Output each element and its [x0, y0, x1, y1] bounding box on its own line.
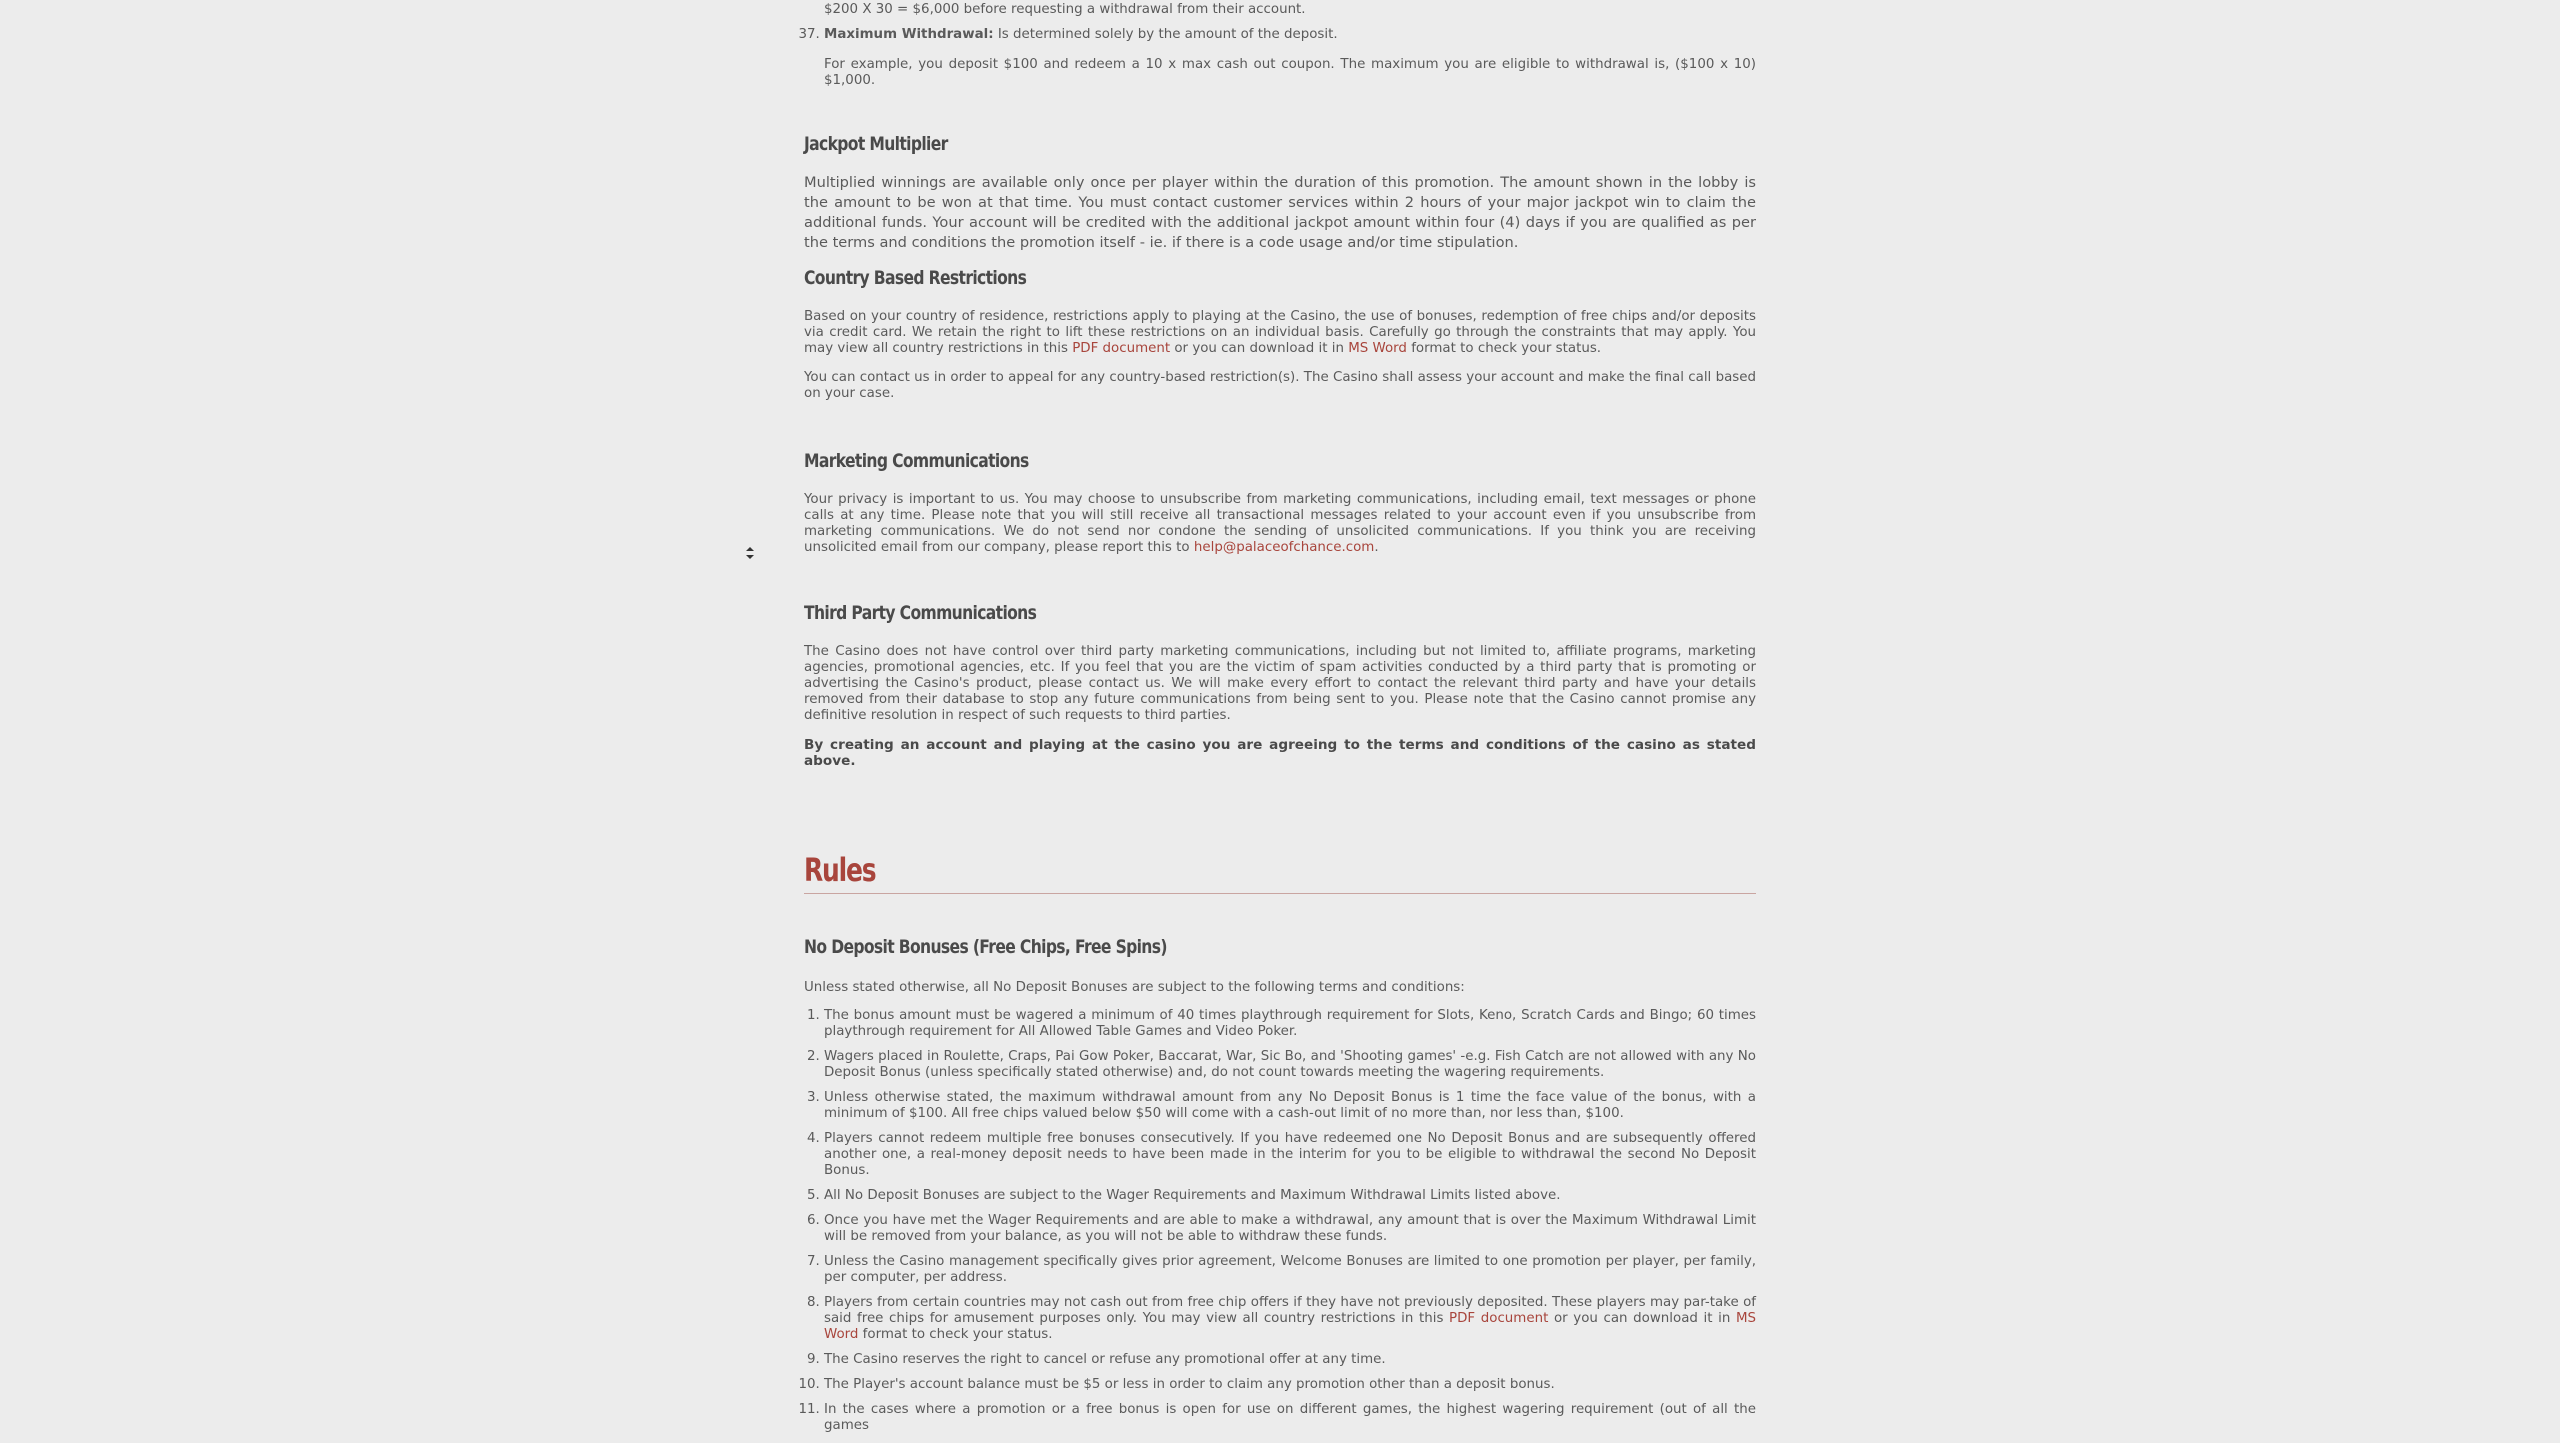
third-party-heading: Third Party Communications [804, 602, 1037, 624]
list-item [824, 1213, 1756, 1245]
list-item [824, 1377, 1756, 1393]
rule-text: 1. The bonus amount must be wagered a minimum of 40 times playthrough requirement for Slots, Keno, Scratch Cards and Bingo; 60 times playthrough requirement for All Allowed Table Games and Video Poker. [824, 1008, 1756, 1039]
country-text-part: or you can download it in [1170, 341, 1349, 356]
list-item [824, 1402, 1756, 1434]
rule-text: 10. The Player's account balance must be $5 or less in order to claim any promotion other than a deposit bonus. [824, 1377, 1555, 1392]
jackpot-heading: Jackpot Multiplier [804, 133, 948, 155]
terms-content [804, 0, 1756, 1443]
rule-text-part: or you can download it in [1548, 1311, 1736, 1326]
rule-text-part: format to check your status. [858, 1327, 1053, 1342]
marketing-text-part: Your privacy is important to us. You may choose to unsubscribe from marketing communications, including email, text messages or phone calls at any time. Please note that you will still receive all transactional messages related to your account even if you unsubscribe from marketing communications. We do not send nor condone the sending of unsolicited communications. If you think you are receiving unsolicited email from our company, please report this to [804, 492, 1756, 555]
rule-text: 4. Players cannot redeem multiple free bonuses consecutively. If you have redeemed one No Deposit Bonus and are subsequently offered another one, a real-money deposit needs to have been made in the interim for you to be eligible to withdrawal the second No Deposit Bonus. [824, 1131, 1756, 1178]
marketing-text-part: . [1374, 540, 1379, 555]
max-withdrawal-example: For example, you deposit $100 and redeem a 10 x max cash out coupon. The maximum you are eligible to withdrawal is, ($100 x 10) $1,000. [824, 57, 1756, 88]
country-text-part: format to check your status. [1406, 341, 1602, 356]
bonus-terms-list-37 [804, 27, 1756, 89]
country-word-link[interactable]: MS Word [1348, 341, 1407, 356]
marketing-heading: Marketing Communications [804, 450, 1029, 472]
country-heading: Country Based Restrictions [804, 267, 1027, 289]
continued-text: $200 X 30 = $6,000 before requesting a withdrawal from their account. [824, 2, 1306, 17]
list-item [824, 1352, 1756, 1368]
scroll-updown-icon[interactable] [744, 546, 756, 560]
list-item [824, 27, 1756, 89]
rule-text: 7. Unless the Casino management specifically gives prior agreement, Welcome Bonuses are limited to one promotion per player, per family, per computer, per address. [824, 1254, 1756, 1285]
no-deposit-heading: No Deposit Bonuses (Free Chips, Free Spins) [804, 936, 1167, 958]
list-item [824, 0, 1756, 18]
rule-text [824, 1295, 1756, 1343]
list-item [824, 1090, 1756, 1122]
third-party-text: The Casino does not have control over third party marketing communications, including but not limited to, affiliate programs, marketing agencies, promotional agencies, etc. If you feel that you are the victim of spam activities conducted by a third party that is promoting or advertising the Casino's product, please contact us. We will make every effort to contact the relevant third party and have your details removed from their database to stop any future communications from being sent to you. Please note that the Casino cannot promise any definitive resolution in respect of such requests to third parties. [804, 644, 1756, 723]
max-withdrawal-text: Is determined solely by the amount of the deposit. [993, 27, 1338, 42]
help-email-link[interactable]: help@palaceofchance.com [1193, 540, 1375, 555]
country-text [804, 309, 1756, 357]
list-item [824, 1008, 1756, 1040]
rule-text-part: Players from certain countries may not cash out from free chip offers if they have not previously deposited. These players may par-take of said free chips for amusement purposes only. You may view all country restrictions in this [824, 1295, 1756, 1326]
no-deposit-rules-list [804, 1008, 1756, 1434]
list-item [824, 1131, 1756, 1179]
list-item [824, 1049, 1756, 1081]
bonus-terms-list [804, 0, 1756, 18]
list-item [824, 1295, 1756, 1343]
rule-text: 2. Wagers placed in Roulette, Craps, Pai Gow Poker, Baccarat, War, Sic Bo, and 'Shooting games' -e.g. Fish Catch are not allowed with any No Deposit Bonus (unless specifically stated otherwise) and, do not count towards meeting the wagering requirements. [824, 1049, 1756, 1080]
rule-text: 5. All No Deposit Bonuses are subject to the Wager Requirements and Maximum Withdrawal Limits listed above. [824, 1188, 1561, 1203]
marketing-text [804, 492, 1756, 556]
rule-text: 3. Unless otherwise stated, the maximum withdrawal amount from any No Deposit Bonus is 1 time the face value of the bonus, with a minimum of $100. All free chips valued below $50 will come with a cash-out limit of no more than, nor less than, $100. [824, 1090, 1756, 1121]
rules-pdf-link[interactable]: PDF document [1449, 1311, 1549, 1326]
list-item [824, 1254, 1756, 1286]
country-text-part: Based on your country of residence, restrictions apply to playing at the Casino, the use of bonuses, redemption of free chips and/or deposits via credit card. We retain the right to lift these restrictions on an individual basis. Carefully go through the constraints that may apply. You may view all country restrictions in this [804, 309, 1756, 356]
rule-text: 9. The Casino reserves the right to cancel or refuse any promotional offer at any time. [824, 1352, 1386, 1367]
rule-text: 11. In the cases where a promotion or a free bonus is open for use on different games, the highest wagering requirement (out of all the games [824, 1402, 1756, 1433]
rules-word-link[interactable]: MS Word [824, 1311, 1757, 1342]
list-item [824, 1188, 1756, 1204]
agreement-text: By creating an account and playing at the casino you are agreeing to the terms and conditions of the casino as stated above. [804, 737, 1756, 769]
max-withdrawal-line [824, 27, 1756, 43]
max-withdrawal-label: Maximum Withdrawal: [824, 27, 994, 42]
country-pdf-link[interactable]: PDF document [1072, 341, 1171, 356]
no-deposit-intro: Unless stated otherwise, all No Deposit Bonuses are subject to the following terms and conditions: [804, 980, 1465, 995]
jackpot-text: Multiplied winnings are available only once per player within the duration of this promotion. The amount shown in the lobby is the amount to be won at that time. You must contact customer services within 2 hours of your major jackpot win to claim the additional funds. Your account will be credited with the additional jackpot amount within four (4) days if you are qualified as per the terms and conditions the promotion itself - ie. if there is a code usage and/or time stipulation. [804, 174, 1756, 251]
rules-title: Rules [804, 851, 876, 889]
rule-text: 6. Once you have met the Wager Requirements and are able to make a withdrawal, any amount that is over the Maximum Withdrawal Limit will be removed from your balance, as you will not be able to withdraw these funds. [824, 1213, 1756, 1244]
country-appeal-text: You can contact us in order to appeal for any country-based restriction(s). The Casino shall assess your account and make the final call based on your case. [804, 370, 1756, 401]
